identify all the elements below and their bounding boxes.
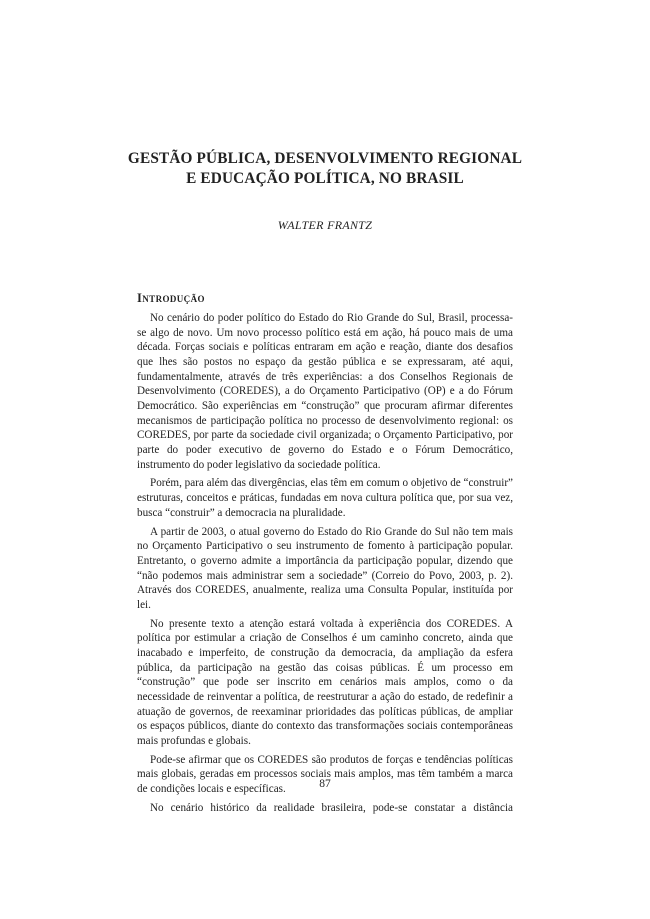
paragraph: A partir de 2003, o atual governo do Estado do Rio Grande do Sul não tem mais no Orçamento Participativo o seu instrumento de fomento à participação popular. Entretanto, o governo admite a importância da participação popular, dizendo que “não podemos mais administrar sem a sociedade” (Correio do Povo, 2003, p. 2). Através dos COREDES, anualmente, realiza uma Consulta Popular, instituída por lei.	[137, 525, 513, 611]
paragraph: No cenário histórico da realidade brasileira, pode-se constatar a distância	[150, 801, 513, 814]
paragraph: No presente texto a atenção estará voltada à experiência dos COREDES. A política por estimular a criação de Conselhos é um caminho concreto, ainda que inacabado e imperfeito, de construção da democracia, da ampliação da esfera pública, da participação na gestão das coisas públicas. É um processo em “construção” que pode ser inscrito em cenários mais amplos, como o da necessidade de reinventar a política, de reestruturar a ação do estado, de redefinir a atuação de governos, de reexaminar prioridades das políticas públicas, de ampliar os espaços públicos, diante do contexto das transformações sociais contemporâneas mais profundas e globais.	[137, 617, 513, 747]
paragraph: No cenário do poder político do Estado do Rio Grande do Sul, Brasil, processa-se algo de novo. Um novo processo político está em ação, há pouco mais de uma década. Forças sociais e políticas entraram em ação e reação, diante dos desafios que lhes são postos no espaço da gestão pública e se expressaram, até aqui, fundamentalmente, através de três experiências: a dos Conselhos Regionais de Desenvolvimento (COREDES), a do Orçamento Participativo (OP) e a do Fórum Democrático. São experiências em “construção” que procuram afirmar diferentes mecanismos de participação política no processo de desenvolvimento regional: os COREDES, por parte da sociedade civil organizada; o Orçamento Participativo, por parte do poder executivo de governo do Estado e o Fórum Democrático, instrumento do poder legislativo da sociedade política.	[137, 312, 513, 471]
article-title	[0, 149, 650, 189]
author-name: WALTER FRANTZ	[277, 218, 373, 232]
body-text	[137, 311, 513, 816]
paragraph: Pode-se afirmar que os COREDES são produtos de forças e tendências políticas mais globais, geradas em processos sociais mais amplos, mas têm também a marca de condições locais e específicas.	[137, 753, 513, 796]
page-number: 87	[319, 778, 331, 790]
paragraph: Porém, para além das divergências, elas têm em comum o objetivo de “construir” estruturas, conceitos e práticas, fundadas em nova cultura política que, por sua vez, busca “construir” a democracia na pluralidade.	[137, 477, 513, 519]
title-line-2: E EDUCAÇÃO POLÍTICA, NO BRASIL	[186, 170, 464, 187]
section-heading: Introdução	[137, 291, 205, 305]
title-line-1: GESTÃO PÚBLICA, DESENVOLVIMENTO REGIONAL	[127, 150, 523, 167]
